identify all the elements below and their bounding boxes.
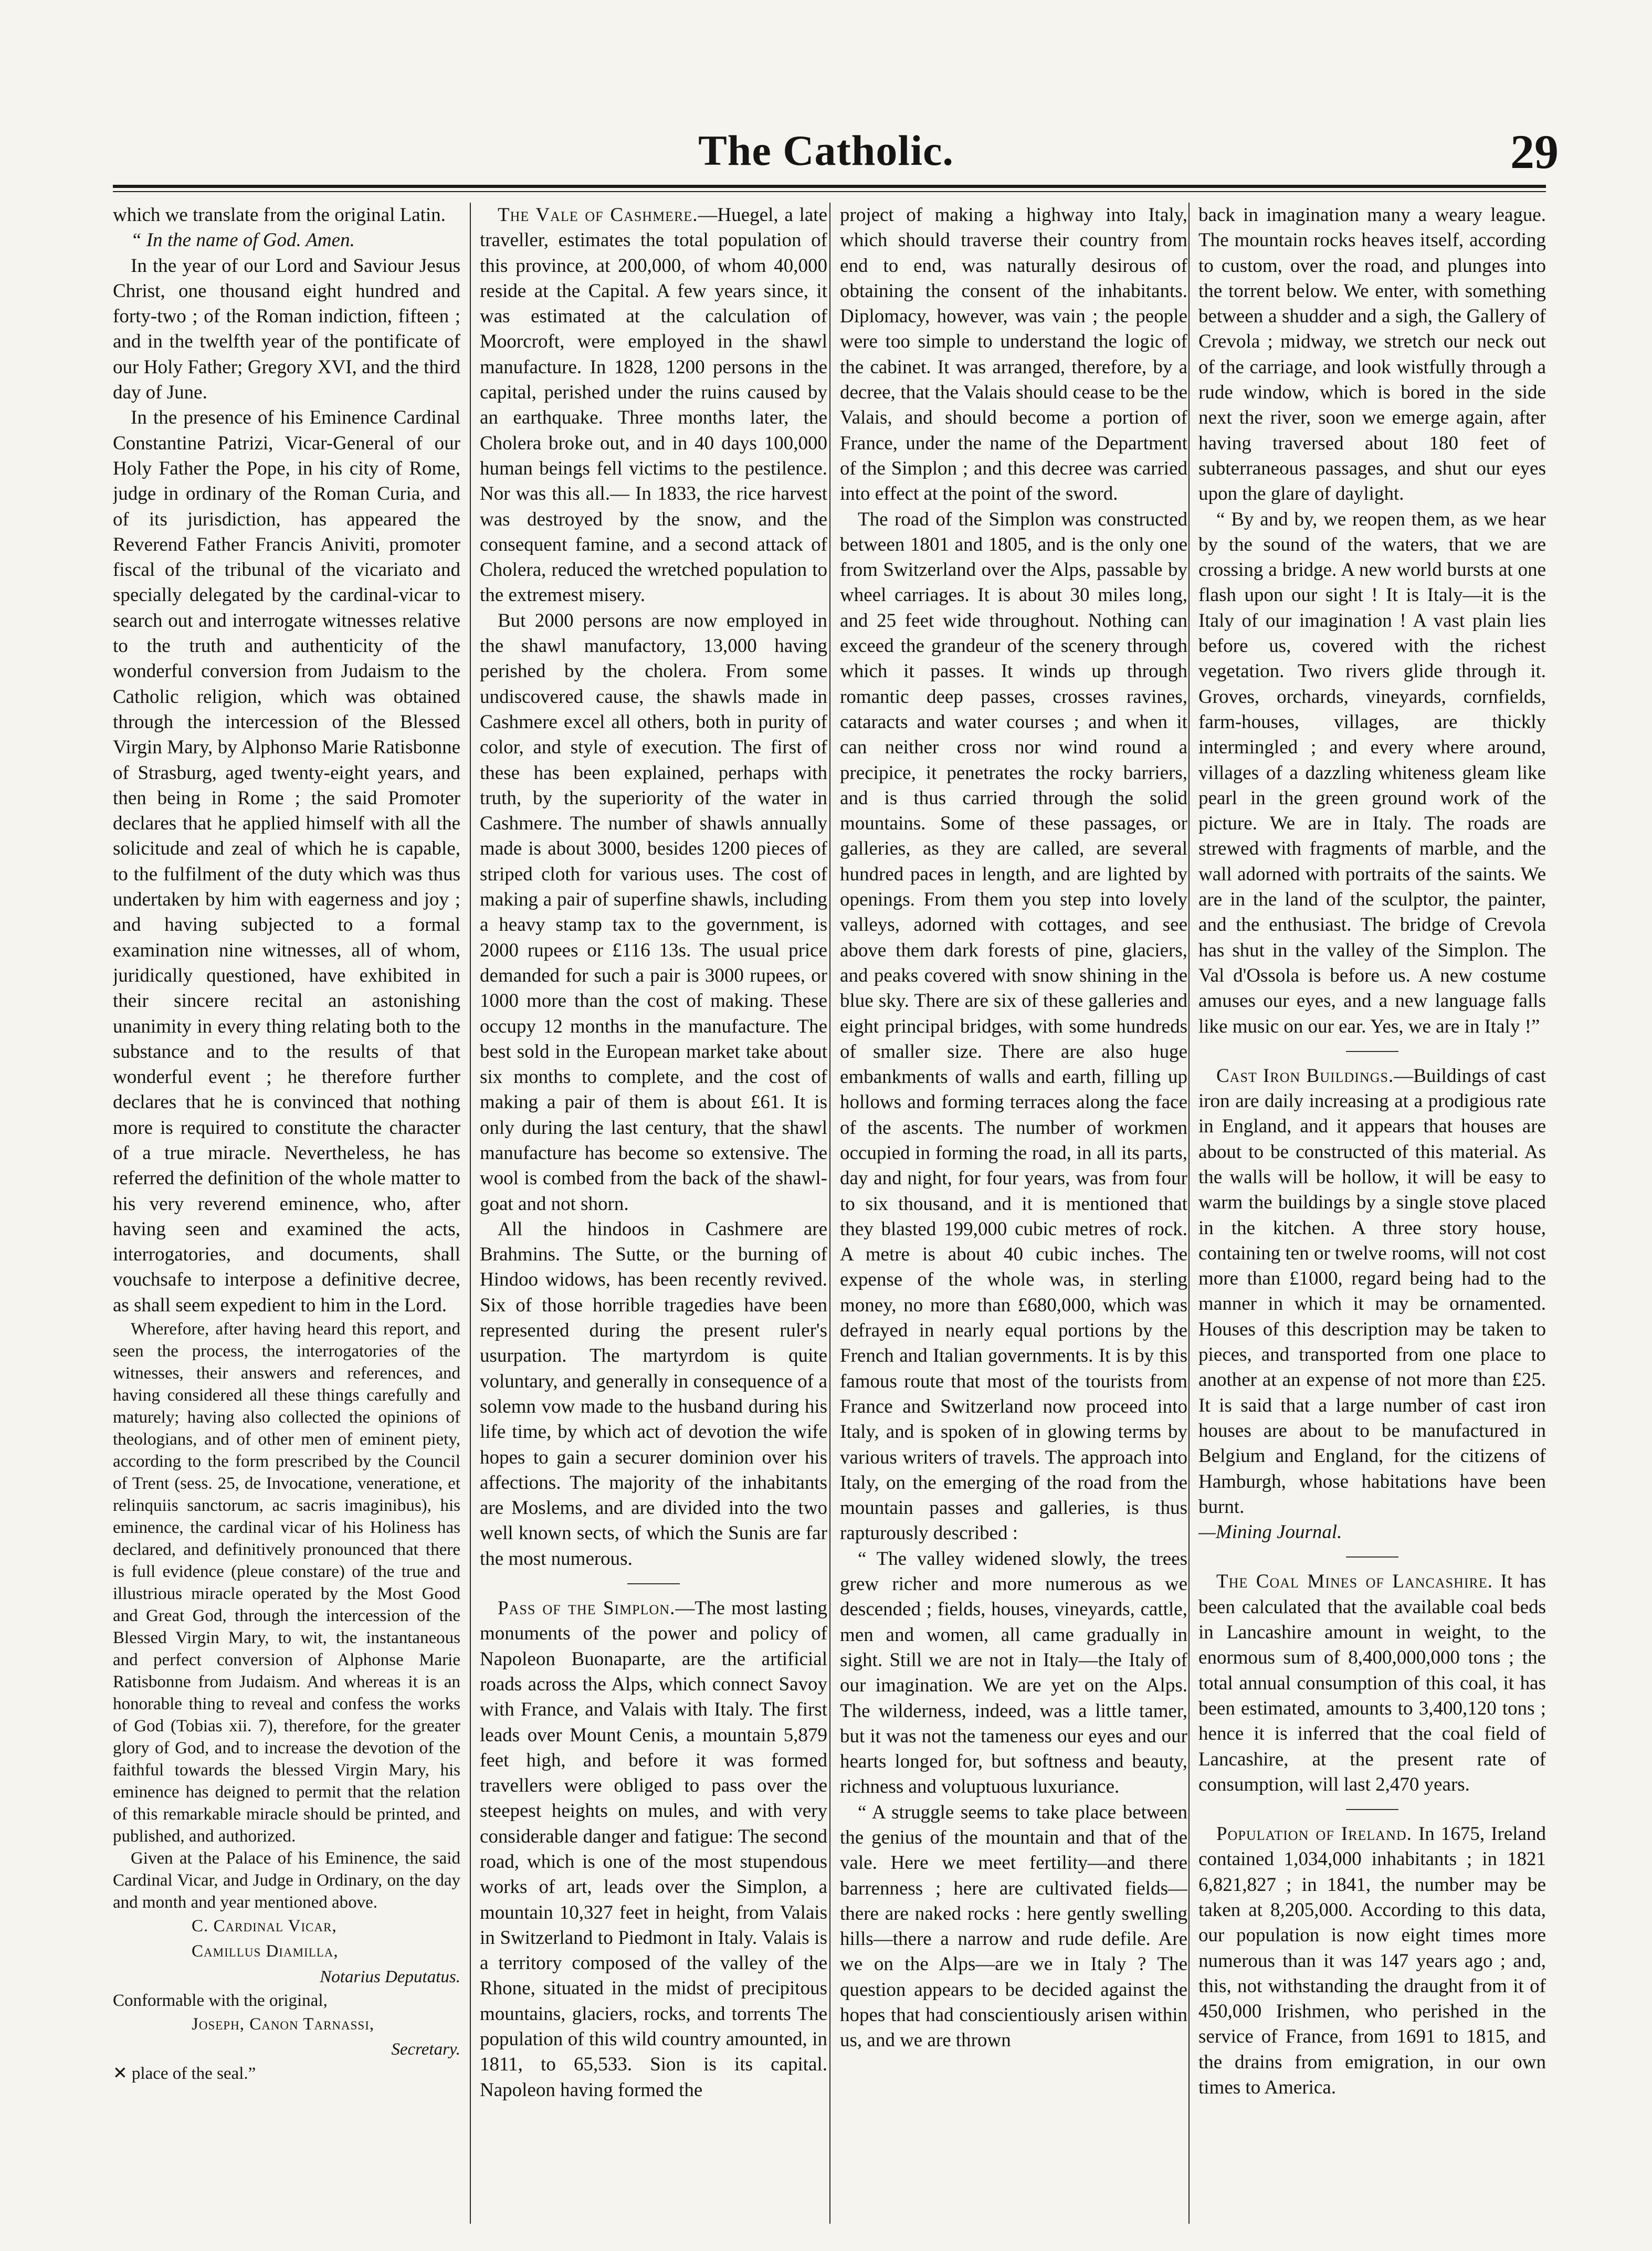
page-number: 29	[1510, 125, 1559, 178]
column-divider	[1188, 203, 1190, 2224]
signature-line: C. Cardinal Vicar,	[192, 1917, 337, 1936]
paragraph: In the presence of his Eminence Cardinal Constantine Patrizi, Vicar-General of our Holy Father the Pope, in his city of Rome, judge in ordinary of the Roman Curia, and of its jurisdiction, has appeared the Reverend Father Francis Aniviti, promoter fiscal of the tribunal of the vicariato and specially delegated by the cardinal-vicar to search out and interrogate witnesses relative to the truth and authenticity of the wonderful conversion from Judaism to the Catholic religion, which was obtained through the intercession of the Blessed Virgin Mary, by Alphonso Marie Ratisbonne of Strasburg, aged twenty-eight years, and then being in Rome ; the said Promoter declares that he applied himself with all the solicitude and zeal of which he is capable, to the fulfilment of the duty which was thus undertaken by him with eagerness and joy ; and having subjected to a formal examination nine witnesses, all of whom, juridically questioned, have exhibited in their sincere recital an astonishing unanimity in every thing relating both to the substance and to the results of that wonderful event ; he therefore further declares that he is convinced that nothing more is required to constitute the character of a true miracle. Nevertheless, he has referred the definition of the whole matter to his very reverend eminence, who, after having seen and examined the acts, interrogatories, and documents, shall vouchsafe to interpose a definitive decree, as shall seem expedient to him in the Lord.	[113, 407, 460, 1316]
article-heading: Cast Iron Buildings.	[1216, 1065, 1394, 1087]
column-4	[1198, 203, 1546, 2229]
paragraph: Wherefore, after having heard this report, and seen the process, the interrogatories of the witnesses, their answers and references, and having considered all these things carefully and maturely; having also collected the opinions of theologians, and of other men of eminent piety, according to the form prescribed by the Council of Trent (sess. 25, de Invocatione, veneratione, et relinquiis sanctorum, ac sacris imaginibus), his eminence, the cardinal vicar of his Holiness has declared, and definitively pronounced that there is full evidence (pleue constare) of the true and illustrious miracle operated by the Most Good and Great God, through the intercession of the Blessed Virgin Mary, to wit, the instantaneous and perfect conversion of Alphonse Marie Ratisbonne from Judaism. And whereas it is an honorable thing to reveal and confess the works of God (Tobias xii. 7), therefore, for the greater glory of God, and to increase the devotion of the faithful towards the blessed Virgin Mary, his eminence has deigned to permit that the relation of this remarkable miracle should be printed, and published, and authorized.	[113, 1320, 460, 1846]
article-divider	[1346, 1051, 1398, 1052]
article-heading: Pass of the Simplon.	[498, 1597, 676, 1619]
paragraph: back in imagination many a weary league. The mountain rocks heaves itself, according to custom, over the road, and plunges into the torrent below. We enter, with something between a shudder and a sigh, the Gallery of Crevola ; midway, we stretch our neck out of the carriage, and look wistfully through a rude window, which is bored in the side next the river, soon we emerge again, after having traversed about 180 feet of subterraneous passages, and shut our eyes upon the glare of daylight.	[1198, 204, 1546, 505]
paragraph: In the year of our Lord and Saviour Jesus Christ, one thousand eight hundred and forty-two ; of the Roman indiction, fifteen ; and in the twelfth year of the pontificate of our Holy Father; Gregory XVI, and the third day of June.	[113, 255, 460, 404]
article-heading: The Coal Mines of Lancashire.	[1216, 1571, 1493, 1593]
signature-line: Camillus Diamilla,	[192, 1942, 339, 1961]
signature-line: Joseph, Canon Tarnassi,	[192, 2014, 375, 2034]
column-divider	[829, 203, 830, 2224]
column-3	[840, 203, 1187, 2229]
header-rule	[113, 185, 1546, 188]
paragraph: which we translate from the original Latin.	[113, 204, 446, 226]
signature-line: Secretary.	[391, 2040, 460, 2059]
paragraph: The road of the Simplon was constructed between 1801 and 1805, and is the only one from Switzerland over the Alps, passable by wheel carriages. It is about 30 miles long, and 25 feet wide throughout. Nothing can exceed the grandeur of the scenery through which it passes. It winds up through romantic deep passes, crosses ravines, cataracts and water courses ; and when it can neither cross nor wind round a precipice, it penetrates the rocky barriers, and is thus carried through the solid mountains. Some of these passages, or galleries, as they are called, are several hundred paces in length, and are lighted by openings. From them you step into lovely valleys, adorned with cottages, and see above them dark forests of pine, glaciers, and peaks covered with snow shining in the blue sky. There are six of these galleries and eight principal bridges, with some hundreds of smaller size. There are also huge embankments of walls and earth, filling up hollows and forming terraces along the face of the ascents. The number of workmen occupied in forming the road, in all its parts, day and night, for four years, was from four to six thousand, and it is mentioned that they blasted 199,000 cubic metres of rock. A metre is about 40 cubic inches. The expense of the whole was, in sterling money, no more than £680,000, which was defrayed in nearly equal portions by the French and Italian governments. It is by this famous route that most of the tourists from France and Switzerland now proceed into Italy, and is spoken of in glowing terms by various writers of travels. The approach into Italy, on the emerging of the road from the mountain passes and galleries, is thus rapturously described :	[840, 508, 1187, 1544]
column-1	[113, 203, 460, 2229]
signature-line: Notarius Deputatus.	[320, 1967, 460, 1986]
article-cast-iron: Cast Iron Buildings.—Buildings of cast iron are daily increasing at a prodigious rate in England, and it appears that houses are about to be constructed of this material. As the walls will be hollow, it will be easy to warm the buildings by a single stove placed in the kitchen. A three story house, containing ten or twelve rooms, will not cost more than £1000, regard being had to the manner in which it may be ornamented. Houses of this description may be taken to pieces, and transported from one place to another at an expense of not more than £25. It is said that a large number of cast iron houses are about to be manufactured in Belgium and England, for the citizens of Hamburgh, whose habitations have been burnt.	[1198, 1065, 1546, 1518]
paragraph: Given at the Palace of his Eminence, the said Cardinal Vicar, and Judge in Ordinary, on the day and month and year mentioned above.	[113, 1849, 460, 1912]
paragraph: But 2000 persons are now employed in the shawl manufactory, 13,000 having perished by the cholera. From some undiscovered cause, the shawls made in Cashmere excel all others, both in purity of color, and style of execution. The first of these has been explained, perhaps with truth, by the superiority of the water in Cashmere. The number of shawls annually made is about 3000, besides 1200 pieces of striped cloth for various uses. The cost of making a pair of superfine shawls, including a heavy stamp tax to the government, is 2000 rupees or £116 13s. The usual price demanded for such a pair is 3000 rupees, or 1000 more than the cost of making. These occupy 12 months in the manufacture. The best sold in the European market take about six months to complete, and the cost of making a pair of them is about £61. It is only during the last century, that the shawl manufacture has become so extensive. The wool is combed from the back of the shawl-goat and not shorn.	[480, 609, 827, 1215]
column-divider	[470, 203, 471, 2224]
paragraph: “ By and by, we reopen them, as we hear by the sound of the waters, that we are crossing a bridge. A new world bursts at one flash upon our sight ! It is Italy—it is the Italy of our imagination ! A vast plain lies before us, covered with the richest vegetation. Two rivers glide through it. Groves, orchards, vineyards, cornfields, farm-houses, villages, are thickly intermingled ; and every where around, villages of a dazzling whiteness gleam like pearl in the green ground work of the picture. We are in Italy. The roads are strewed with fragments of marble, and the wall adorned with portraits of the saints. We are in the land of the sculptor, the painter, and the enthusiast. The bridge of Crevola has shut in the valley of the Simplon. The Val d'Ossola is before us. A new costume amuses our eyes, and a new language falls like music on our ear. Yes, we are in Italy !”	[1198, 508, 1546, 1037]
page-title: The Catholic.	[698, 127, 954, 174]
article-divider	[1346, 1556, 1398, 1558]
invocation: “ In the name of God. Amen.	[131, 229, 355, 251]
source-credit: —Mining Journal.	[1198, 1521, 1342, 1543]
article-heading: Population of Ireland.	[1216, 1823, 1412, 1845]
header-rule-thin	[113, 191, 1546, 192]
paragraph: “ A struggle seems to take place between the genius of the mountain and that of the vale. Here we meet fertility—and there barrenness ; here are cultivated fields—there are naked rocks : here gently swelling hills—there a narrow and rude defile. Are we on the Alps—are we in Italy ? The question appears to be decided against the hopes that had conscientiously arisen within us, and we are thrown	[840, 1801, 1187, 2052]
article-ireland: Population of Ireland. In 1675, Ireland contained 1,034,000 inhabitants ; in 1821 6,821,827 ; in 1841, the number may be taken at 8,205,000. According to this data, our population is now eight times more numerous than it was 147 years ago ; and, this, not withstanding the draught from it of 450,000 Irishmen, who perished in the service of France, from 1691 to 1815, and the drains from emigration, in our own times to America.	[1198, 1823, 1546, 2099]
paragraph: “ The valley widened slowly, the trees grew richer and more numerous as we descended ; fields, houses, vineyards, cattle, men and women, all came gradually in sight. Still we are not in Italy—the Italy of our imagination. We are yet on the Alps. The wilderness, indeed, was a little tamer, but it was not the tameness our eyes and our hearts longed for, but softness and beauty, richness and voluptuous luxuriance.	[840, 1548, 1187, 1798]
article-cashmere: The Vale of Cashmere.—Huegel, a late traveller, estimates the total population of this province, at 200,000, of whom 40,000 reside at the Capital. A few years since, it was estimated at the calculation of Moorcroft, were employed in the shawl manufacture. In 1828, 1200 persons in the capital, perished under the ruins caused by an earthquake. Three months later, the Cholera broke out, and in 40 days 100,000 human beings fell victims to the pestilence. Nor was this all.— In 1833, the rice harvest was destroyed by the snow, and the consequent famine, and a second attack of Cholera, reduced the wretched population to the extremest misery.	[480, 204, 827, 606]
article-heading: The Vale of Cashmere.	[498, 204, 698, 226]
paragraph: project of making a highway into Italy, which should traverse their country from end to end, was naturally desirous of obtaining the consent of the inhabitants. Diplomacy, however, was vain ; the people were too simple to understand the logic of the cabinet. It was arranged, therefore, by a decree, that the Valais should cease to be the Valais, and should become a portion of France, under the name of the Department of the Simplon ; and this decree was carried into effect at the point of the sword.	[840, 204, 1187, 505]
signature-line: Conformable with the original,	[113, 1991, 328, 2010]
seal-line: ✕ place of the seal.”	[113, 2064, 256, 2083]
article-divider	[1346, 1809, 1398, 1810]
column-2	[480, 203, 827, 2229]
article-divider	[627, 1583, 680, 1584]
article-simplon: Pass of the Simplon.—The most lasting monuments of the power and policy of Napoleon Buonaparte, are the artificial roads across the Alps, which connect Savoy with France, and Valais with Italy. The first leads over Mount Cenis, a mountain 5,879 feet high, and before it was formed travellers were obliged to pass over the steepest heights on mules, and with very considerable danger and fatigue: The second road, which is one of the most stupendous works of art, leads over the Simplon, a mountain 10,327 feet in height, from Valais in Switzerland to Piedmont in Italy. Valais is a territory composed of the valley of the Rhone, situated in the midst of precipitous mountains, glaciers, rocks, and torrents The population of this wild country amounted, in 1811, to 65,533. Sion is its capital. Napoleon having formed the	[480, 1597, 827, 2101]
article-coal: The Coal Mines of Lancashire. It has been calculated that the available coal beds in Lancashire amount in weight, to the enormous sum of 8,400,000,000 tons ; the total annual consumption of this coal, it has been estimated, amounts to 3,400,120 tons ; hence it is inferred that the coal field of Lancashire, at the present rate of consumption, will last 2,470 years.	[1198, 1571, 1546, 1795]
paragraph: All the hindoos in Cashmere are Brahmins. The Sutte, or the burning of Hindoo widows, has been recently revived. Six of those horrible tragedies have been represented during the present ruler's usurpation. The martyrdom is quite voluntary, and generally in consequence of a solemn vow made to the husband during his life time, by which act of devotion the wife hopes to gain a securer dominion over his affections. The majority of the inhabitants are Moslems, and are divided into the two well known sects, of which the Sunis are far the most numerous.	[480, 1218, 827, 1570]
